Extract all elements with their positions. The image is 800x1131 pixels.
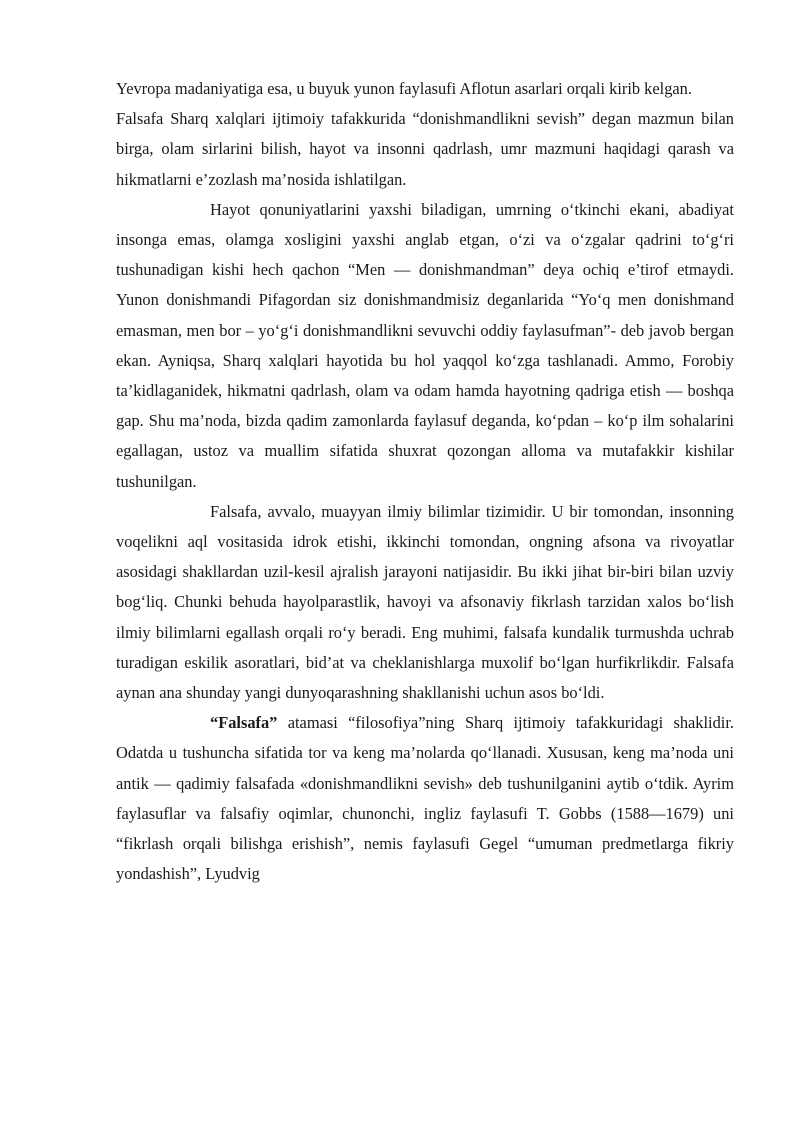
paragraph-5-text: atamasi “filosofiya”ning Sharq ijtimoiy tafakkuridagi shaklidir. Odatda u tushuncha sifatida tor va keng ma’nolarda qo‘llanadi. Xususan, keng ma’noda uni antik — qadimiy falsafada «donishmandlikni sevish» deb tushunilganini aytib o‘tdik. Ayrim faylasuflar va falsafiy oqimlar, chunonchi, ingliz faylasufi T. Gobbs (1588—1679) uni “fikrlash orqali bilishga erishish”, nemis faylasufi Gegel “umuman predmetlarga fikriy yondashish”, Lyudvig [116, 713, 734, 884]
document-page [116, 74, 734, 889]
paragraph-4: Falsafa, avvalo, muayyan ilmiy bilimlar tizimidir. U bir tomondan, insonning voqelikni aql vositasida idrok etishi, ikkinchi tomondan, ongning afsona va rivoyatlar asosidagi shakllardan uzil-kesil ajralish jarayoni natijasidir. Bu ikki jihat bir-biri bilan uzviy bog‘liq. Chunki behuda hayolparastlik, havoyi va afsonaviy fikrlash tarzidan xalos bo‘lish ilmiy bilimlarni egallash orqali ro‘y beradi. Eng muhimi, falsafa kundalik turmushda uchrab turadigan eskilik asoratlari, bid’at va cheklanishlarga muxolif bo‘lgan hurfikrlikdir. Falsafa aynan ana shunday yangi dunyoqarashning shakllanishi uchun asos bo‘ldi. [116, 501, 734, 703]
paragraph-2: Falsafa Sharq xalqlari ijtimoiy tafakkurida “donishmandlikni sevish” degan mazmun bilan birga, olam sirlarini bilish, hayot va insonni qadrlash, umr mazmuni haqidagi qarash va hikmatlarni e’zozlash ma’nosida ishlatilgan. [116, 109, 734, 189]
paragraph-3: Hayot qonuniyatlarini yaxshi biladigan, umrning o‘tkinchi ekani, abadiyat insonga emas, olamga xosligini yaxshi anglab etgan, o‘zi va o‘zgalar qadrini to‘g‘ri tushunadigan kishi hech qachon “Men –– donishmandman” deya ochiq e’tirof etmaydi. Yunon donishmandi Pifagordan siz donishmandmisiz deganlarida “Yo‘q men donishmand emasman, men bor – yo‘g‘i donishmandlikni sevuvchi oddiy faylasufman”- deb javob bergan ekan. Ayniqsa, Sharq xalqlari hayotida bu hol yaqqol ko‘zga tashlanadi. Ammo, Forobiy ta’kidlaganidek, hikmatni qadrlash, olam va odam hamda hayotning qadriga etish — boshqa gap. Shu ma’noda, bizda qadim zamonlarda faylasuf deganda, ko‘pdan – ko‘p ilm sohalarini egallagan, ustoz va muallim sifatida shuxrat qozongan alloma va mutafakkir kishilar tushunilgan. [116, 199, 734, 491]
term-falsafa: “Falsafa” [210, 713, 278, 733]
paragraph-5 [116, 708, 734, 889]
paragraph-1: Yevropa madaniyatiga esa, u buyuk yunon faylasufi Aflotun asarlari orqali kirib kelgan. [116, 79, 692, 98]
